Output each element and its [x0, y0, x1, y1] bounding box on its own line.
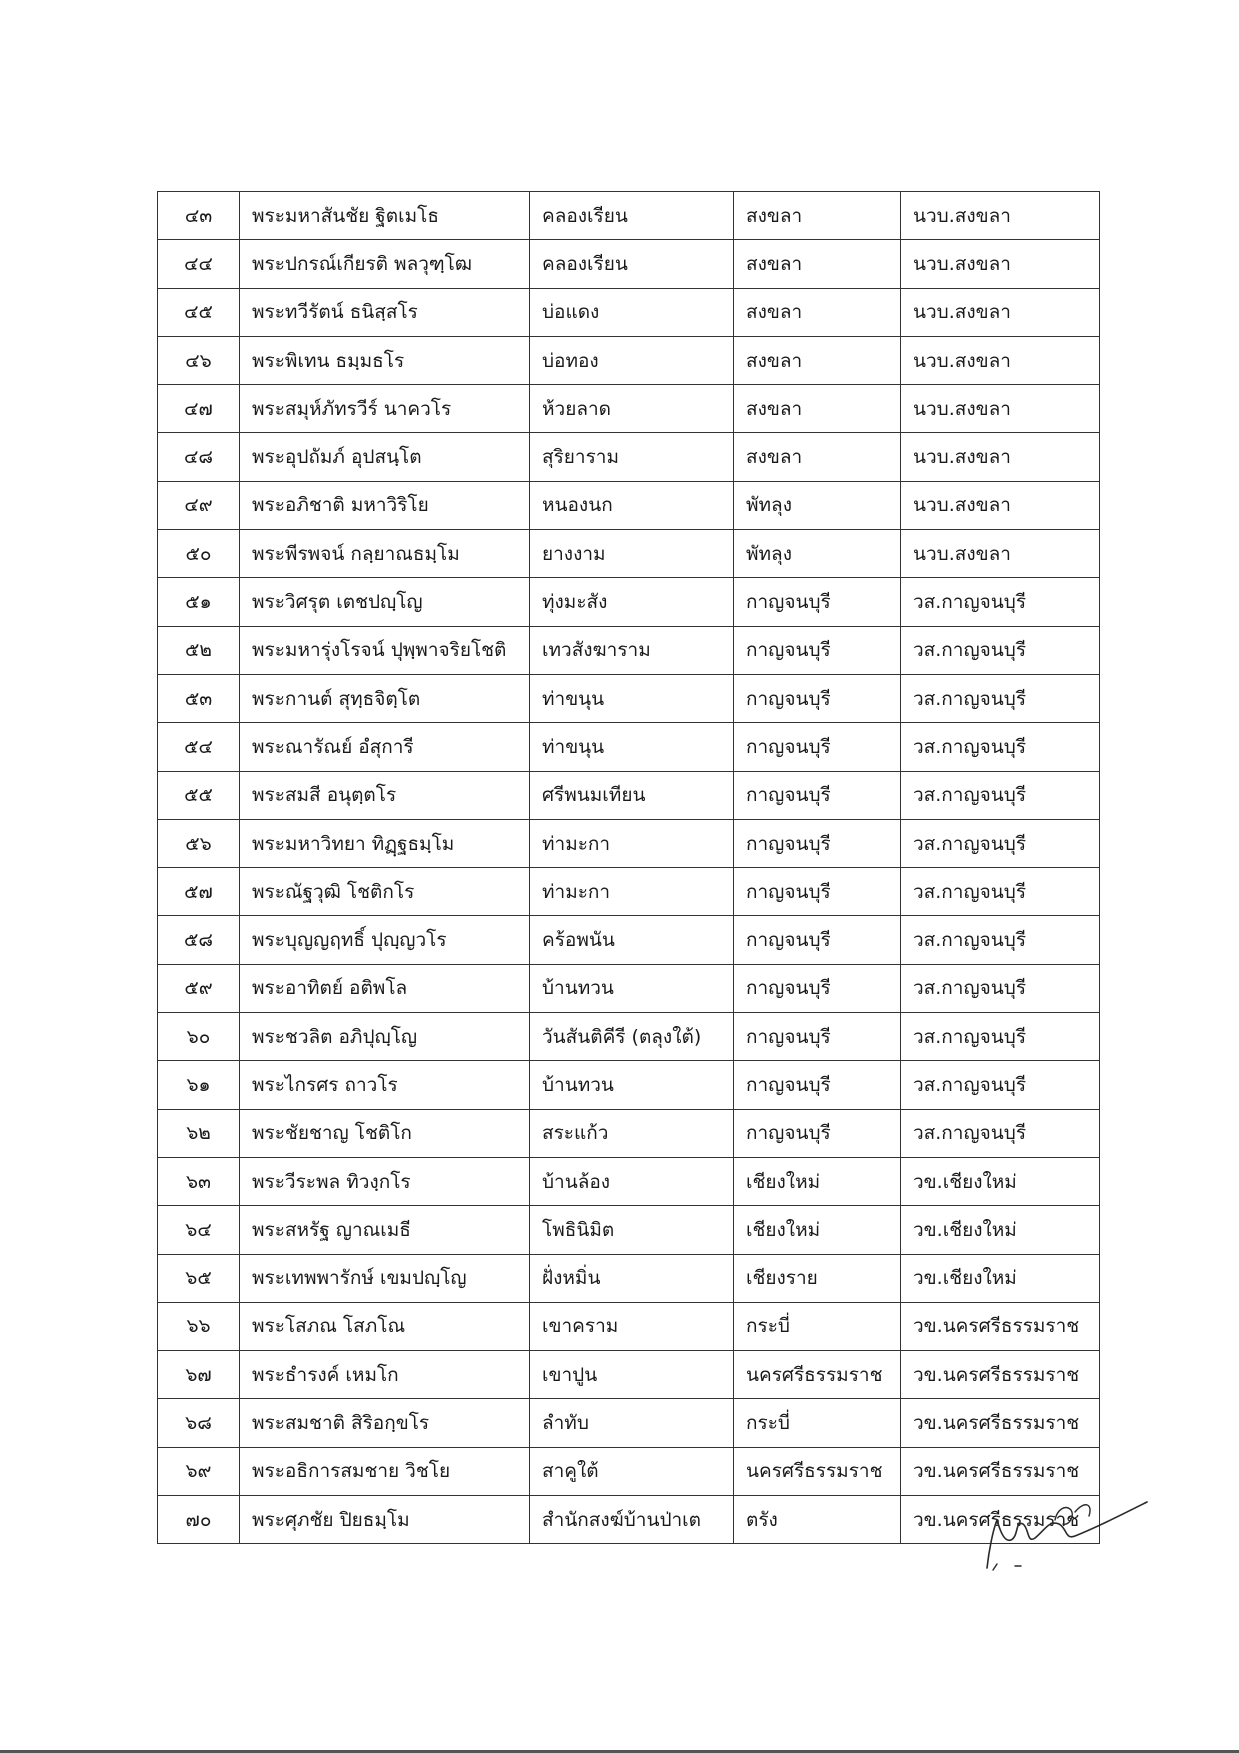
monk-name: พระไกรศร ถาวโร: [240, 1061, 530, 1109]
temple-name: ท่าขนุน: [530, 723, 734, 771]
province-name: สงขลา: [734, 433, 901, 481]
monk-name: พระสมชาติ สิริอกฺขโร: [240, 1399, 530, 1447]
table-row: [158, 1061, 1100, 1109]
row-number: ๕๗: [158, 868, 240, 916]
temple-name: สุริยาราม: [530, 433, 734, 481]
table-row: [158, 674, 1100, 722]
table-row: [158, 288, 1100, 336]
table-row: [158, 1013, 1100, 1061]
province-name: สงขลา: [734, 336, 901, 384]
roster-table-body: [158, 192, 1100, 1544]
row-number: ๕๒: [158, 626, 240, 674]
province-name: เชียงใหม่: [734, 1157, 901, 1205]
province-name: กาญจนบุรี: [734, 626, 901, 674]
row-number: ๖๖: [158, 1302, 240, 1350]
monk-name: พระโสภณ โสภโณ: [240, 1302, 530, 1350]
temple-name: บ้านทวน: [530, 1061, 734, 1109]
temple-name: บ้านล้อง: [530, 1157, 734, 1205]
row-number: ๖๘: [158, 1399, 240, 1447]
temple-name: หนองนก: [530, 481, 734, 529]
table-row: [158, 481, 1100, 529]
unit-name: วส.กาญจนบุรี: [901, 723, 1100, 771]
table-row: [158, 1399, 1100, 1447]
province-name: กาญจนบุรี: [734, 674, 901, 722]
province-name: กาญจนบุรี: [734, 1109, 901, 1157]
unit-name: นวบ.สงขลา: [901, 240, 1100, 288]
table-row: [158, 1109, 1100, 1157]
temple-name: ยางงาม: [530, 530, 734, 578]
monk-name: พระอธิการสมชาย วิชโย: [240, 1447, 530, 1495]
row-number: ๖๓: [158, 1157, 240, 1205]
temple-name: ลำทับ: [530, 1399, 734, 1447]
province-name: สงขลา: [734, 240, 901, 288]
province-name: กาญจนบุรี: [734, 964, 901, 1012]
unit-name: นวบ.สงขลา: [901, 530, 1100, 578]
row-number: ๕๔: [158, 723, 240, 771]
row-number: ๖๙: [158, 1447, 240, 1495]
unit-name: นวบ.สงขลา: [901, 336, 1100, 384]
row-number: ๖๗: [158, 1351, 240, 1399]
monk-name: พระชวลิต อภิปุญฺโญ: [240, 1013, 530, 1061]
unit-name: วส.กาญจนบุรี: [901, 819, 1100, 867]
temple-name: คลองเรียน: [530, 240, 734, 288]
table-row: [158, 723, 1100, 771]
table-row: [158, 1496, 1100, 1544]
row-number: ๖๔: [158, 1206, 240, 1254]
table-row: [158, 1302, 1100, 1350]
monk-name: พระสมสี อนุตฺตโร: [240, 771, 530, 819]
unit-name: วส.กาญจนบุรี: [901, 916, 1100, 964]
temple-name: ท่ามะกา: [530, 819, 734, 867]
monk-name: พระบุญญฤทธิ์ ปุญฺญวโร: [240, 916, 530, 964]
province-name: กระบี่: [734, 1399, 901, 1447]
unit-name: วส.กาญจนบุรี: [901, 674, 1100, 722]
row-number: ๖๒: [158, 1109, 240, 1157]
monk-name: พระพิเทน ธมฺมธโร: [240, 336, 530, 384]
unit-name: วข.เชียงใหม่: [901, 1157, 1100, 1205]
unit-name: วส.กาญจนบุรี: [901, 1109, 1100, 1157]
unit-name: วส.กาญจนบุรี: [901, 578, 1100, 626]
row-number: ๕๖: [158, 819, 240, 867]
monk-name: พระธำรงค์ เหมโก: [240, 1351, 530, 1399]
temple-name: สระแก้ว: [530, 1109, 734, 1157]
monk-name: พระมหารุ่งโรจน์ ปุพฺพาจริยโชติ: [240, 626, 530, 674]
table-row: [158, 1447, 1100, 1495]
unit-name: นวบ.สงขลา: [901, 433, 1100, 481]
monk-name: พระเทพพารักษ์ เขมปญฺโญ: [240, 1254, 530, 1302]
table-row: [158, 819, 1100, 867]
table-row: [158, 1157, 1100, 1205]
temple-name: เทวสังฆาราม: [530, 626, 734, 674]
row-number: ๖๑: [158, 1061, 240, 1109]
monk-name: พระสมุห์ภัทรวีร์ นาควโร: [240, 385, 530, 433]
province-name: กระบี่: [734, 1302, 901, 1350]
temple-name: คลองเรียน: [530, 192, 734, 240]
province-name: กาญจนบุรี: [734, 578, 901, 626]
province-name: นครศรีธรรมราช: [734, 1447, 901, 1495]
unit-name: นวบ.สงขลา: [901, 192, 1100, 240]
unit-name: วข.เชียงใหม่: [901, 1206, 1100, 1254]
temple-name: ห้วยลาด: [530, 385, 734, 433]
temple-name: สาคูใต้: [530, 1447, 734, 1495]
monk-name: พระอาทิตย์ อติพโล: [240, 964, 530, 1012]
unit-name: วข.นครศรีธรรมราช: [901, 1447, 1100, 1495]
monk-name: พระวิศรุต เตชปญฺโญ: [240, 578, 530, 626]
table-row: [158, 192, 1100, 240]
monk-name: พระมหาสันชัย ฐิตเมโธ: [240, 192, 530, 240]
unit-name: วข.นครศรีธรรมราช: [901, 1399, 1100, 1447]
table-row: [158, 771, 1100, 819]
unit-name: วส.กาญจนบุรี: [901, 964, 1100, 1012]
monk-name: พระวีระพล ทิวงฺกโร: [240, 1157, 530, 1205]
table-row: [158, 1351, 1100, 1399]
table-row: [158, 385, 1100, 433]
temple-name: ท่าขนุน: [530, 674, 734, 722]
table-row: [158, 530, 1100, 578]
row-number: ๔๘: [158, 433, 240, 481]
unit-name: วส.กาญจนบุรี: [901, 771, 1100, 819]
province-name: กาญจนบุรี: [734, 723, 901, 771]
table-row: [158, 336, 1100, 384]
monk-name: พระชัยชาญ โชติโก: [240, 1109, 530, 1157]
row-number: ๕๘: [158, 916, 240, 964]
unit-name: นวบ.สงขลา: [901, 288, 1100, 336]
unit-name: วข.นครศรีธรรมราช: [901, 1302, 1100, 1350]
table-row: [158, 578, 1100, 626]
temple-name: บ่อทอง: [530, 336, 734, 384]
monk-name: พระพีรพจน์ กลฺยาณธมฺโม: [240, 530, 530, 578]
monk-name: พระณัฐวุฒิ โชติกโร: [240, 868, 530, 916]
row-number: ๔๙: [158, 481, 240, 529]
row-number: ๕๙: [158, 964, 240, 1012]
province-name: สงขลา: [734, 385, 901, 433]
row-number: ๕๐: [158, 530, 240, 578]
province-name: เชียงใหม่: [734, 1206, 901, 1254]
row-number: ๔๕: [158, 288, 240, 336]
temple-name: ท่ามะกา: [530, 868, 734, 916]
row-number: ๔๔: [158, 240, 240, 288]
province-name: กาญจนบุรี: [734, 916, 901, 964]
table-row: [158, 1254, 1100, 1302]
temple-name: ฝั่งหมิ่น: [530, 1254, 734, 1302]
monk-name: พระศุภชัย ปิยธมฺโม: [240, 1496, 530, 1544]
province-name: สงขลา: [734, 288, 901, 336]
row-number: ๕๕: [158, 771, 240, 819]
table-row: [158, 1206, 1100, 1254]
unit-name: วส.กาญจนบุรี: [901, 1013, 1100, 1061]
row-number: ๖๕: [158, 1254, 240, 1302]
row-number: ๔๗: [158, 385, 240, 433]
unit-name: วส.กาญจนบุรี: [901, 868, 1100, 916]
temple-name: วันสันติคีรี (ตลุงใต้): [530, 1013, 734, 1061]
temple-name: โพธินิมิต: [530, 1206, 734, 1254]
monk-name: พระมหาวิทยา ทิฏฺฐธมฺโม: [240, 819, 530, 867]
unit-name: วส.กาญจนบุรี: [901, 626, 1100, 674]
temple-name: สำนักสงฆ์บ้านป่าเต: [530, 1496, 734, 1544]
unit-name: นวบ.สงขลา: [901, 481, 1100, 529]
row-number: ๗๐: [158, 1496, 240, 1544]
temple-name: บ่อแดง: [530, 288, 734, 336]
unit-name: นวบ.สงขลา: [901, 385, 1100, 433]
row-number: ๕๑: [158, 578, 240, 626]
monk-name: พระสหรัฐ ญาณเมธี: [240, 1206, 530, 1254]
monk-name: พระอภิชาติ มหาวิริโย: [240, 481, 530, 529]
row-number: ๕๓: [158, 674, 240, 722]
monk-name: พระกานต์ สุทฺธจิตฺโต: [240, 674, 530, 722]
table-row: [158, 626, 1100, 674]
monk-name: พระทวีรัตน์ ธนิสฺสโร: [240, 288, 530, 336]
table-row: [158, 916, 1100, 964]
province-name: พัทลุง: [734, 481, 901, 529]
province-name: เชียงราย: [734, 1254, 901, 1302]
row-number: ๔๖: [158, 336, 240, 384]
table-row: [158, 240, 1100, 288]
table-row: [158, 964, 1100, 1012]
signature-mark: [975, 1490, 1155, 1580]
temple-name: ศรีพนมเทียน: [530, 771, 734, 819]
monk-name: พระอุปถัมภ์ อุปสนฺโต: [240, 433, 530, 481]
unit-name: วข.นครศรีธรรมราช: [901, 1351, 1100, 1399]
monk-name: พระณารัณย์ อํสุการี: [240, 723, 530, 771]
temple-name: คร้อพนัน: [530, 916, 734, 964]
province-name: พัทลุง: [734, 530, 901, 578]
unit-name: วข.เชียงใหม่: [901, 1254, 1100, 1302]
table-row: [158, 433, 1100, 481]
table-row: [158, 868, 1100, 916]
province-name: กาญจนบุรี: [734, 1013, 901, 1061]
row-number: ๖๐: [158, 1013, 240, 1061]
row-number: ๔๓: [158, 192, 240, 240]
temple-name: บ้านทวน: [530, 964, 734, 1012]
province-name: นครศรีธรรมราช: [734, 1351, 901, 1399]
unit-name: วข.นครศรีธรรมราช: [901, 1496, 1100, 1544]
province-name: กาญจนบุรี: [734, 771, 901, 819]
temple-name: เขาปูน: [530, 1351, 734, 1399]
temple-name: ทุ่งมะสัง: [530, 578, 734, 626]
roster-table: [157, 191, 1100, 1544]
province-name: ตรัง: [734, 1496, 901, 1544]
monk-name: พระปกรณ์เกียรติ พลวุฑฺโฒ: [240, 240, 530, 288]
province-name: กาญจนบุรี: [734, 819, 901, 867]
unit-name: วส.กาญจนบุรี: [901, 1061, 1100, 1109]
province-name: กาญจนบุรี: [734, 868, 901, 916]
temple-name: เขาคราม: [530, 1302, 734, 1350]
province-name: สงขลา: [734, 192, 901, 240]
province-name: กาญจนบุรี: [734, 1061, 901, 1109]
